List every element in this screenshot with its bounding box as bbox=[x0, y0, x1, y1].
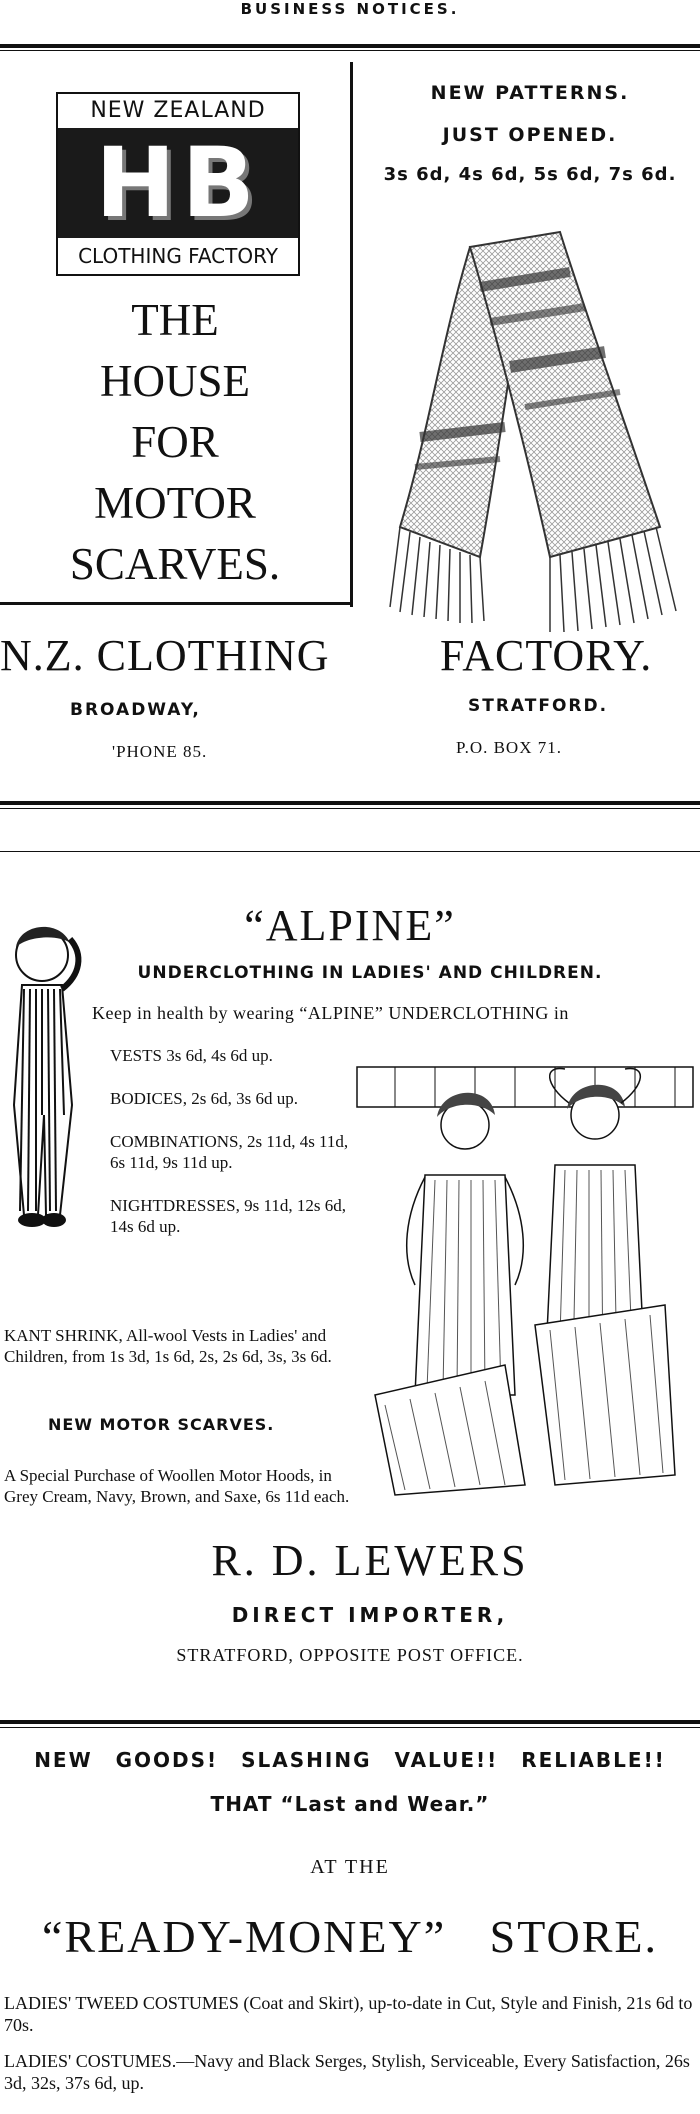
price-item-vests: VESTS 3s 6d, 4s 6d up. bbox=[110, 1046, 273, 1065]
underclothing-illustration bbox=[355, 1065, 695, 1505]
merchant-address: STRATFORD, OPPOSITE POST OFFICE. bbox=[176, 1645, 524, 1665]
left-box-bottom-rule bbox=[0, 602, 350, 605]
section-rule-2 bbox=[0, 1720, 700, 1724]
scarf-illustration bbox=[360, 227, 690, 647]
patterns-subtitle: JUST OPENED. bbox=[442, 124, 618, 146]
patterns-prices: 3s 6d, 4s 6d, 5s 6d, 7s 6d. bbox=[383, 164, 677, 185]
company-name-right: FACTORY. bbox=[440, 631, 653, 680]
headline-line: FOR bbox=[131, 417, 219, 467]
store-banner-2: THAT “Last and Wear.” bbox=[210, 1792, 490, 1816]
motor-scarves-text: A Special Purchase of Woollen Motor Hoods, in Grey Cream, Navy, Brown, and Saxe, 6s 11d each. bbox=[4, 1466, 350, 1506]
price-item-bodices: BODICES, 2s 6d, 3s 6d up. bbox=[110, 1089, 298, 1108]
hb-logo bbox=[56, 92, 300, 276]
address-left: BROADWAY, bbox=[70, 700, 201, 720]
headline-line: MOTOR bbox=[94, 478, 256, 528]
po-box: P.O. BOX 71. bbox=[456, 738, 562, 757]
section-rule bbox=[0, 801, 700, 805]
hb-headline bbox=[10, 290, 340, 595]
section-rule-thin bbox=[0, 808, 700, 809]
alpine-intro: Keep in health by wearing “ALPINE” UNDERCLOTHING in bbox=[92, 1003, 569, 1023]
alpine-advertisement bbox=[0, 855, 700, 1715]
price-item-combinations: COMBINATIONS, 2s 11d, 4s 11d, 6s 11d, 9s 11d up. bbox=[110, 1132, 349, 1172]
phone-number: 'PHONE 85. bbox=[112, 742, 208, 761]
headline-line: THE bbox=[131, 295, 219, 345]
section-rule-thin-2 bbox=[0, 851, 700, 852]
alpine-title: “ALPINE” bbox=[244, 901, 456, 950]
costumes-text: LADIES' COSTUMES.—Navy and Black Serges, Stylish, Serviceable, Every Satisfaction, 26s 3d, 32s, 37s 6d, up. bbox=[4, 2051, 690, 2093]
store-advertisement bbox=[0, 1730, 700, 2114]
at-the-text: AT THE bbox=[310, 1856, 390, 1878]
merchant-role: DIRECT IMPORTER, bbox=[231, 1603, 509, 1627]
hb-advertisement bbox=[0, 52, 700, 812]
column-divider bbox=[350, 62, 353, 607]
child-figure-illustration bbox=[0, 915, 90, 1295]
address-right: STRATFORD. bbox=[468, 696, 609, 716]
kant-shrink-text: KANT SHRINK, All-wool Vests in Ladies' and Children, from 1s 3d, 1s 6d, 2s, 2s 6d, 3s, 3s 6d. bbox=[4, 1326, 332, 1366]
logo-top-text: NEW ZEALAND bbox=[90, 98, 266, 123]
top-rule-thin bbox=[0, 50, 700, 51]
company-name-left: N.Z. CLOTHING bbox=[0, 631, 330, 680]
logo-bottom-text: CLOTHING FACTORY bbox=[78, 244, 278, 268]
store-banner: NEW GOODS! SLASHING VALUE!! RELIABLE!! bbox=[34, 1748, 666, 1772]
merchant-name: R. D. LEWERS bbox=[211, 1536, 529, 1585]
section-rule-2-thin bbox=[0, 1727, 700, 1728]
motor-scarves-heading: NEW MOTOR SCARVES. bbox=[48, 1415, 275, 1434]
price-item-nightdresses: NIGHTDRESSES, 9s 11d, 12s 6d, 14s 6d up. bbox=[110, 1196, 346, 1236]
logo-band bbox=[58, 128, 298, 238]
alpine-subtitle: UNDERCLOTHING IN LADIES' AND CHILDREN. bbox=[137, 963, 603, 983]
headline-line: HOUSE bbox=[99, 356, 250, 406]
store-name: “READY-MONEY” STORE. bbox=[41, 1911, 658, 1962]
price-list bbox=[110, 1045, 350, 1251]
headline-line: SCARVES. bbox=[69, 539, 281, 589]
page-header: BUSINESS NOTICES. bbox=[240, 0, 460, 18]
top-rule bbox=[0, 44, 700, 48]
patterns-title: NEW PATTERNS. bbox=[430, 82, 630, 104]
logo-mark: HB bbox=[95, 127, 261, 239]
tweed-costumes-text: LADIES' TWEED COSTUMES (Coat and Skirt), up-to-date in Cut, Style and Finish, 21s 6d to 70s. bbox=[4, 1993, 693, 2035]
